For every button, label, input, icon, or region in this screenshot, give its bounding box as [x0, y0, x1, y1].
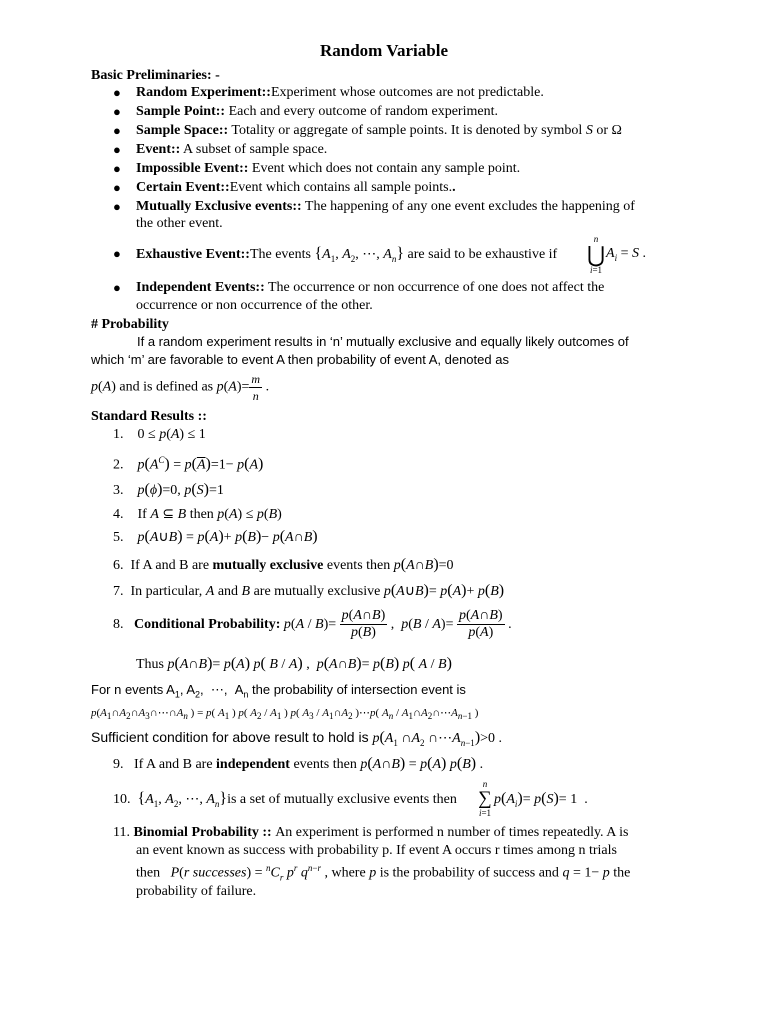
bullet-icon: ●: [113, 161, 121, 176]
result-2: 2. $p(A^C) = p(\overline{A})=1- p(A)$: [113, 455, 264, 473]
basic-heading: Basic Preliminaries: -: [91, 68, 220, 83]
result-5: 5. p(A∪B) = p(A)+ p(B)− p(A∩B): [113, 528, 318, 545]
summation-symbol: n ∑ i=1: [478, 779, 492, 818]
sufficient-condition: Sufficient condition for above result to hold is $p(A_1$ $\cap A_2$ $\cap\cdots A_{n-1})>0$ .: [91, 729, 503, 748]
bullet-icon: ●: [113, 246, 121, 261]
list-item: Impossible Event:: Event which does not contain any sample point.: [136, 161, 521, 176]
bullet-icon: ●: [113, 123, 121, 138]
summation-expression: $p(A_i)= p(S)= 1$ .: [494, 790, 588, 809]
result-9: 9. If A and B are independent events then p(A∩B) = p(A) p(B) .: [113, 755, 484, 772]
result-11-line-4: probability of failure.: [136, 884, 257, 899]
probability-definition: p(A) and is defined as p(A)= $\frac{m}{n}$ .: [91, 372, 270, 403]
result-11-line-3: then P(r successes) = $^nC_r$ $p^r$ $q^{n-r}$ , where p is the probability of success and q = 1− p the: [136, 863, 631, 883]
list-item: Event:: A subset of sample space.: [136, 142, 328, 157]
result-10: 10. {$A_1$, $A_2$, ⋯, $A_n\}is$ a set of mutually exclusive events then: [113, 790, 457, 809]
page-title: Random Variable: [320, 41, 448, 60]
result-6: 6. If A and B are mutually exclusive events then p(A∩B)=0: [113, 556, 454, 573]
probability-heading: # Probability: [91, 317, 169, 332]
intersection-formula: $p(A_1\cap A_2\cap A_3\cap\cdots\cap A_n$ ) = p( $A_1$ ) p( $A_2 / A_1$ ) p( $A_3$ / $A_1\cap A_2$ )⋯p( $A_n$ / $A_1\cap A_2\cap\cdots A_{n-1}$ ): [91, 707, 479, 722]
bullet-icon: ●: [113, 104, 121, 119]
list-item: Certain Event::Event which contains all sample points..: [136, 180, 456, 195]
result-8: 8. Conditional Probability: p(A / B)= $\frac{p(A\cap B)}{p(B)}$ , p(B / A)= $\frac{p(A\cap B)}{p(A)}$ .: [113, 608, 512, 641]
result-11-line-2: an event known as success with probability p. If event A occurs r times among n trials: [136, 843, 617, 858]
union-symbol: n ⋃ i=1: [586, 234, 606, 275]
list-item: Mutually Exclusive events:: The happening of any one event excludes the happening of: [136, 199, 635, 214]
union-expression: $A_i = S$ .: [606, 246, 646, 263]
result-11: 11. Binomial Probability :: An experiment is performed n number of times repeatedly. A is: [113, 825, 629, 840]
bullet-icon: ●: [113, 280, 121, 295]
n-events-line: For n events $A_1$, $A_2$, ⋯, $A_n$ the probability of intersection event is: [91, 682, 466, 700]
probability-line-2: which ‘m’ are favorable to event A then probability of event A, denoted as: [91, 352, 509, 367]
result-1: 1. 0 ≤ p(A) ≤ 1: [113, 427, 206, 442]
probability-line-1: If a random experiment results in ‘n’ mutually exclusive and equally likely outcomes of: [137, 334, 629, 349]
standard-results-heading: Standard Results ::: [91, 409, 207, 424]
list-item: Independent Events:: The occurrence or non occurrence of one does not affect the: [136, 280, 605, 295]
result-8-thus: Thus p(A∩B)= p(A) p( B / A) , p(A∩B)= p(B) p( A / B): [136, 655, 452, 672]
list-item-continuation: the other event.: [136, 216, 223, 231]
list-item: Random Experiment::Experiment whose outcomes are not predictable.: [136, 85, 544, 100]
bullet-icon: ●: [113, 180, 121, 195]
result-7: 7. In particular, A and B are mutually exclusive p(A∪B)= p(A)+ p(B): [113, 582, 505, 599]
bullet-icon: ●: [113, 85, 121, 100]
list-item-continuation: occurrence or non occurrence of the other.: [136, 298, 373, 313]
list-item: Exhaustive Event::The events {$A_1$, $A_2$, ⋯, $A_n$} are said to be exhaustive if: [136, 245, 558, 264]
result-3: 3. p(ϕ)=0, p(S)=1: [113, 481, 224, 498]
list-item: Sample Point:: Each and every outcome of random experiment.: [136, 104, 498, 119]
list-item: Sample Space:: Totality or aggregate of sample points. It is denoted by symbol S or Ω: [136, 123, 622, 138]
result-4: 4. If A ⊆ B then p(A) ≤ p(B): [113, 507, 282, 522]
bullet-icon: ●: [113, 199, 121, 214]
bullet-icon: ●: [113, 142, 121, 157]
